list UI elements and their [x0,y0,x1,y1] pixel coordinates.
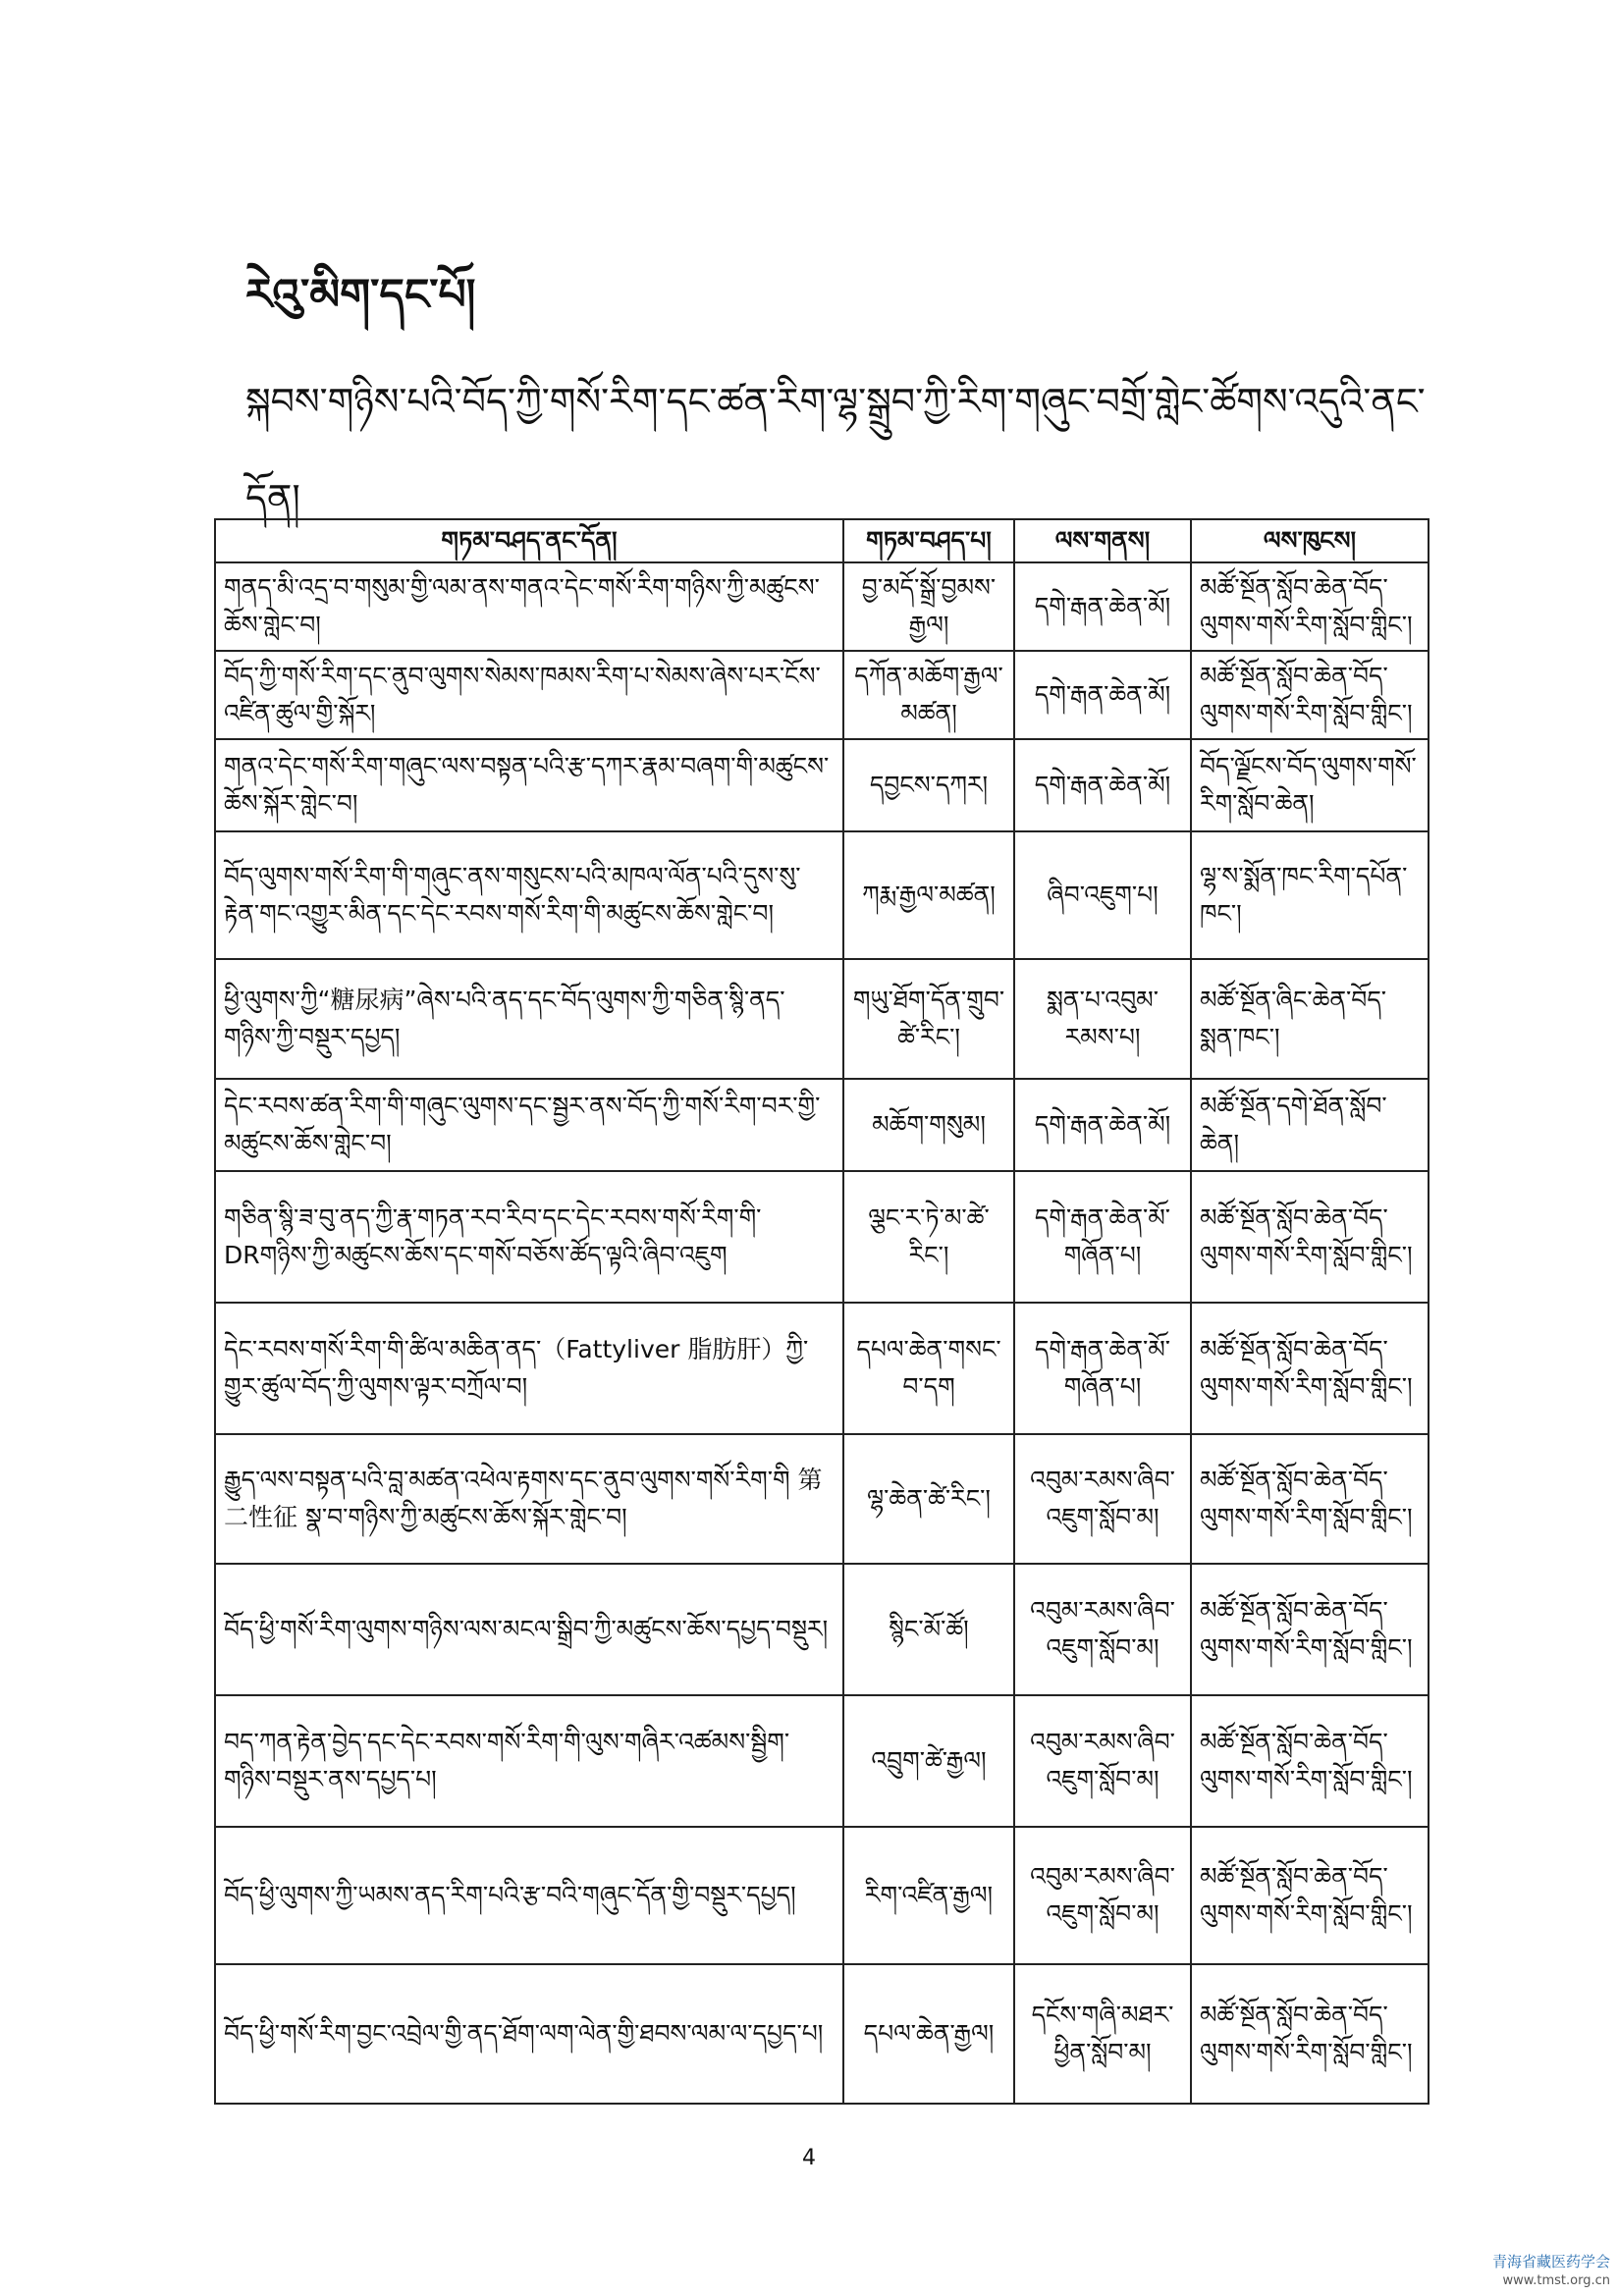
table-row [215,1171,1429,1303]
position: འབུམ་རམས་ཞིབ་འཇུག་སློབ་མ། [1014,1434,1191,1564]
header-position: ལས་གནས། [1014,519,1191,562]
speaker: ཀརྨ་རྒྱལ་མཚན། [843,831,1014,959]
watermark [1492,2253,1610,2290]
position: དགེ་རྒན་ཆེན་མོ། [1014,1079,1191,1171]
unit: མཚོ་སྔོན་ཞིང་ཆེན་བོད་སྨན་ཁང་། [1191,959,1429,1079]
speaker: འབྲུག་ཚེ་རྒྱལ། [843,1695,1014,1827]
position: དགེ་རྒན་ཆེན་མོ་གཞོན་པ། [1014,1171,1191,1303]
position: འབུམ་རམས་ཞིབ་འཇུག་སློབ་མ། [1014,1827,1191,1964]
unit: མཚོ་སྔོན་སློབ་ཆེན་བོད་ལུགས་གསོ་རིག་སློབ་གླིང་། [1191,562,1429,651]
schedule-table [214,518,1429,2105]
table-header-row [215,519,1429,562]
table-row [215,651,1429,739]
document-heading: རེའུ་མིག་དང་པོ། [245,270,476,320]
table-row [215,1695,1429,1827]
speaker: དབྱངས་དཀར། [843,739,1014,831]
talk-content: རྒྱུད་ལས་བསྟན་པའི་བླ་མཚན་འཕེལ་རྟགས་དང་ནུབ་ལུགས་གསོ་རིག་གི 第二性征 སྣ་བ་གཉིས་ཀྱི་མཚུངས་ཆོས་སྐོར་གླེང་བ། [215,1434,843,1564]
table-row [215,1079,1429,1171]
table-row [215,959,1429,1079]
speaker: རིག་འཛིན་རྒྱལ། [843,1827,1014,1964]
watermark-org: 青海省藏医药学会 [1491,2253,1610,2270]
speaker: དཀོན་མཆོག་རྒྱལ་མཚན། [843,651,1014,739]
header-unit: ལས་ཁུངས། [1191,519,1429,562]
talk-content: བོད་ཕྱི་ལུགས་ཀྱི་ཡམས་ནད་རིག་པའི་རྩ་བའི་གཞུང་དོན་གྱི་བསྡུར་དཔྱད། [215,1827,843,1964]
position: འབུམ་རམས་ཞིབ་འཇུག་སློབ་མ། [1014,1695,1191,1827]
unit: མཚོ་སྔོན་སློབ་ཆེན་བོད་ལུགས་གསོ་རིག་སློབ་གླིང་། [1191,1695,1429,1827]
table-row [215,562,1429,651]
speaker: དཔལ་ཆེན་རྒྱལ། [843,1964,1014,2104]
unit: མཚོ་སྔོན་སློབ་ཆེན་བོད་ལུགས་གསོ་རིག་སློབ་གླིང་། [1191,1303,1429,1434]
talk-content: གནད་མི་འདྲ་བ་གསུམ་གྱི་ལམ་ནས་གནའ་དེང་གསོ་རིག་གཉིས་ཀྱི་མཚུངས་ཆོས་གླེང་བ། [215,562,843,651]
unit: མཚོ་སྔོན་སློབ་ཆེན་བོད་ལུགས་གསོ་རིག་སློབ་གླིང་། [1191,1964,1429,2104]
position: དགེ་རྒན་ཆེན་མོ། [1014,651,1191,739]
table-row [215,739,1429,831]
table-row [215,1303,1429,1434]
page-number: 4 [802,2146,816,2170]
speaker: ལྷ་ཆེན་ཚེ་རིང་། [843,1434,1014,1564]
table-row [215,1964,1429,2104]
unit: མཚོ་སྔོན་དགེ་ཐོན་སློབ་ཆེན། [1191,1079,1429,1171]
talk-content: དེང་རབས་གསོ་རིག་གི་ཚིལ་མཆིན་ནད་（Fattyliver 脂肪肝）ཀྱི་གྱུར་ཚུལ་བོད་ཀྱི་ལུགས་ལྟར་བཀྲོལ་བ། [215,1303,843,1434]
talk-content: ཕྱི་ལུགས་ཀྱི“糖尿病”ཞེས་པའི་ནད་དང་བོད་ལུགས་ཀྱི་གཅིན་སྙི་ནད་གཉིས་ཀྱི་བསྡུར་དཔྱད། [215,959,843,1079]
talk-content: བད་ཀན་རྟེན་བྱེད་དང་དེང་རབས་གསོ་རིག་གི་ལུས་གཞིར་འཚམས་སྦྱིག་གཉིས་བསྡུར་ནས་དཔྱད་པ། [215,1695,843,1827]
document-subtitle: སྐབས་གཉིས་པའི་བོད་ཀྱི་གསོ་རིག་དང་ཚན་རིག་ལྷ་སྒྲུབ་ཀྱི་རིག་གཞུང་བགྲོ་གླེང་ཚོགས་འདུའི་ནང་དོན། [245,380,1426,519]
talk-content: གནའ་དེང་གསོ་རིག་གཞུང་ལས་བསྟན་པའི་རྩ་དཀར་རྣམ་བཞག་གི་མཚུངས་ཆོས་སྐོར་གླེང་བ། [215,739,843,831]
position: དགེ་རྒན་ཆེན་མོ། [1014,562,1191,651]
talk-content: བོད་ཀྱི་གསོ་རིག་དང་ནུབ་ལུགས་སེམས་ཁམས་རིག་པ་སེམས་ཞེས་པར་ངོས་འཛིན་ཚུལ་གྱི་སྐོར། [215,651,843,739]
unit: མཚོ་སྔོན་སློབ་ཆེན་བོད་ལུགས་གསོ་རིག་སློབ་གླིང་། [1191,1434,1429,1564]
speaker: ལྕང་ར་ཏེ་མ་ཚེ་རིང་། [843,1171,1014,1303]
unit: བོད་ལྗོངས་བོད་ལུགས་གསོ་རིག་སློབ་ཆེན། [1191,739,1429,831]
speaker: དཔལ་ཆེན་གསང་བ་དག [843,1303,1014,1434]
speaker: མཆོག་གསུམ། [843,1079,1014,1171]
unit: མཚོ་སྔོན་སློབ་ཆེན་བོད་ལུགས་གསོ་རིག་སློབ་གླིང་། [1191,1827,1429,1964]
position: འབུམ་རམས་ཞིབ་འཇུག་སློབ་མ། [1014,1564,1191,1695]
speaker: བྱ་མདོ་སྒྲོ་བྱམས་རྒྱལ། [843,562,1014,651]
unit: མཚོ་སྔོན་སློབ་ཆེན་བོད་ལུགས་གསོ་རིག་སློབ་གླིང་། [1191,651,1429,739]
watermark-url: www.tmst.org.cn [1502,2273,1610,2288]
header-content: གཏམ་བཤད་ནང་དོན། [215,519,843,562]
talk-content: བོད་ལུགས་གསོ་རིག་གི་གཞུང་ནས་གསུངས་པའི་མཁལ་ལོན་པའི་དུས་སུ་རྟེན་གང་འགྱུར་མིན་དང་དེང་རབས་གསོ་རིག་གི་མཚུངས་ཆོས་གླེང་བ། [215,831,843,959]
unit: ལྷ་ས་སྨོན་ཁང་རིག་དཔོན་ཁང་། [1191,831,1429,959]
speaker: སྙིང་མོ་ཚོ། [843,1564,1014,1695]
position: དགེ་རྒན་ཆེན་མོ། [1014,739,1191,831]
talk-content: གཅིན་སྙི་ཟ་བུ་ནད་ཀྱི་རྣ་གཏན་རབ་རིབ་དང་དེང་རབས་གསོ་རིག་གི་DRགཉིས་ཀྱི་མཚུངས་ཆོས་དང་གསོ་བཅོས་ཚོད་ལྟའི་ཞིབ་འཇུག [215,1171,843,1303]
talk-content: དེང་རབས་ཚན་རིག་གི་གཞུང་ལུགས་དང་སྦྱར་ནས་བོད་ཀྱི་གསོ་རིག་བར་གྱི་མཚུངས་ཆོས་གླེང་བ། [215,1079,843,1171]
position: དགེ་རྒན་ཆེན་མོ་གཞོན་པ། [1014,1303,1191,1434]
table-row [215,831,1429,959]
talk-content: བོད་ཕྱི་གསོ་རིག་བྱང་འབྲེལ་གྱི་ནད་ཐོག་ལག་ལེན་གྱི་ཐབས་ལམ་ལ་དཔྱད་པ། [215,1964,843,2104]
table-row [215,1564,1429,1695]
table-row [215,1827,1429,1964]
table-row [215,1434,1429,1564]
position: ཞིབ་འཇུག་པ། [1014,831,1191,959]
position: སྨན་པ་འབུམ་རམས་པ། [1014,959,1191,1079]
talk-content: བོད་ཕྱི་གསོ་རིག་ལུགས་གཉིས་ལས་མངལ་སྒྲིབ་ཀྱི་མཚུངས་ཆོས་དཔྱད་བསྡུར། [215,1564,843,1695]
unit: མཚོ་སྔོན་སློབ་ཆེན་བོད་ལུགས་གསོ་རིག་སློབ་གླིང་། [1191,1171,1429,1303]
header-speaker: གཏམ་བཤད་པ། [843,519,1014,562]
unit: མཚོ་སྔོན་སློབ་ཆེན་བོད་ལུགས་གསོ་རིག་སློབ་གླིང་། [1191,1564,1429,1695]
position: དངོས་གཞི་མཐར་ཕྱིན་སློབ་མ། [1014,1964,1191,2104]
speaker: གཡུ་ཐོག་དོན་གྲུབ་ཚེ་རིང་། [843,959,1014,1079]
